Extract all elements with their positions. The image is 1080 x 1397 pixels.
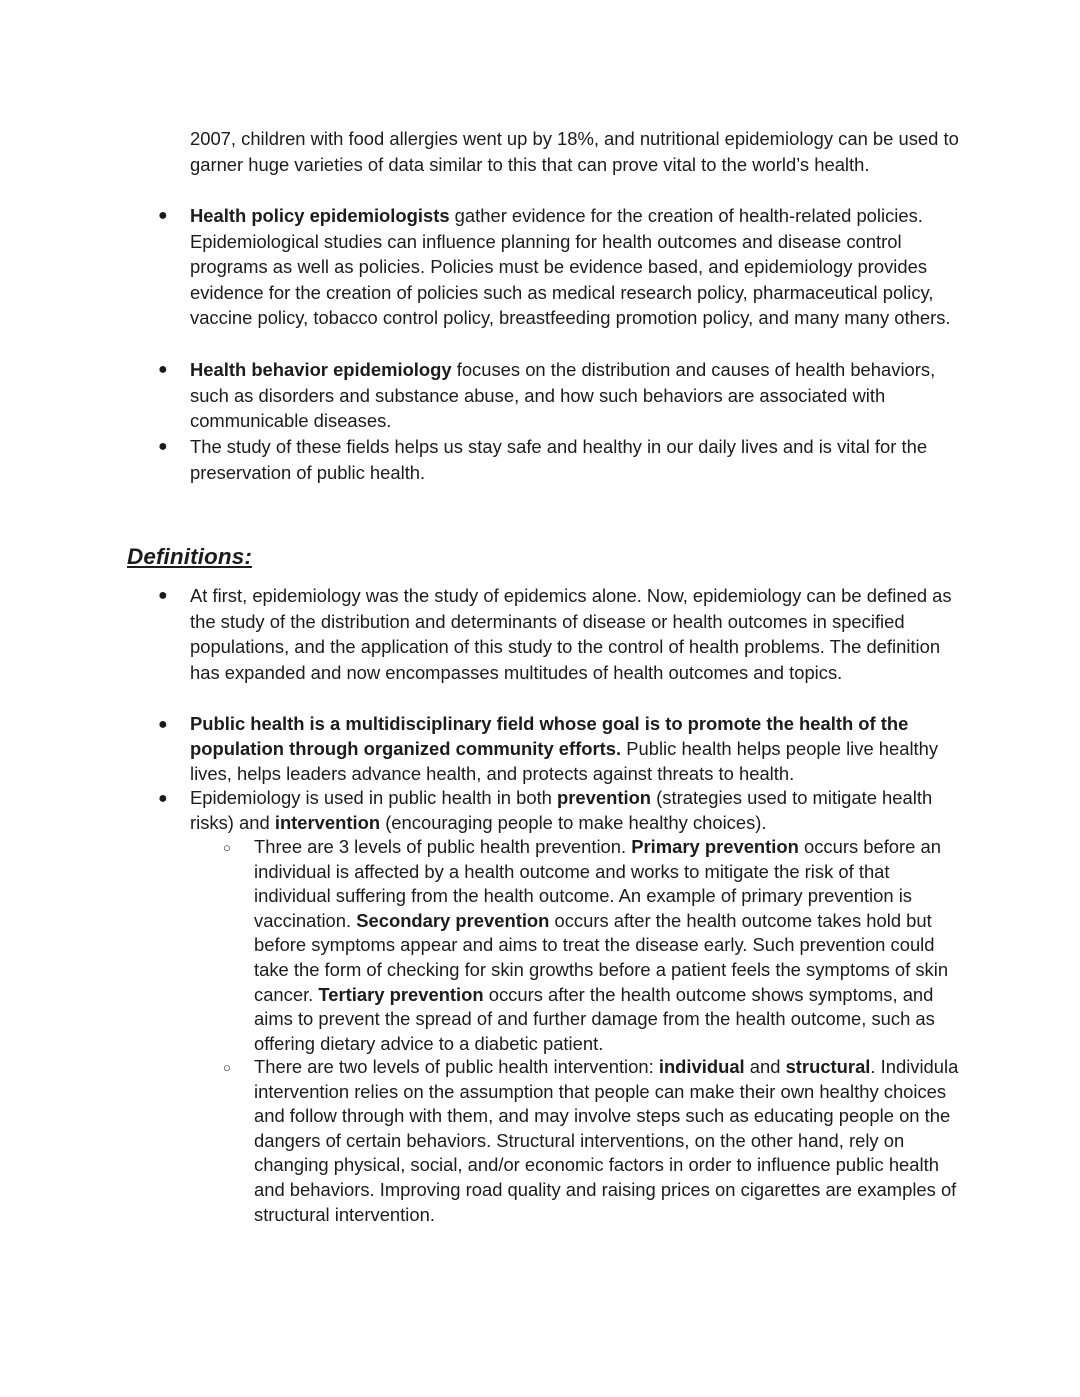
circle-bullet-icon: ○ xyxy=(223,1060,231,1075)
bullet-icon: ● xyxy=(158,438,168,455)
list-item: ● At first, epidemiology was the study of epidemics alone. Now, epidemiology can be defined as the study of the distribution and determinants of disease or health outcomes in specified populations, and the application of this study to the control of health problems. The definition has expanded and now encompasses multitudes of health outcomes and topics. xyxy=(158,585,952,683)
bullet-icon: ● xyxy=(158,361,168,378)
list-item: ● Health policy epidemiologists gather evidence for the creation of health-related policies. Epidemiological studies can influence planning for health outcomes and disease control programs as well as policies. Policies must be evidence based, and epidemiology provides evidence for the creation of policies such as medical research policy, pharmaceutical policy, vaccine policy, tobacco control policy, breastfeeding promotion policy, and many many others. xyxy=(158,205,951,329)
circle-bullet-icon: ○ xyxy=(223,840,231,855)
sub-list-item: ○ Three are 3 levels of public health prevention. Primary prevention occurs before an individual is affected by a health outcome and works to mitigate the risk of that individual suffering from the health outcome. An example of primary prevention is vaccination. Secondary prevention occurs after the health outcome takes hold but before symptoms appear and aims to treat the disease early. Such prevention could take the form of checking for skin growths before a patient feels the symptoms of skin cancer. Tertiary prevention occurs after the health outcome shows symptoms, and aims to prevent the spread of and further damage from the health outcome, such as offering dietary advice to a diabetic patient. xyxy=(223,836,949,1054)
bullet-icon: ● xyxy=(158,587,168,604)
list-item: ● Epidemiology is used in public health in both prevention (strategies used to mitigate health risks) and intervention (encouraging people to make healthy choices). xyxy=(158,787,933,833)
section-heading: Definitions: xyxy=(127,544,252,569)
bullet-icon: ● xyxy=(158,716,168,733)
list-item: ● Public health is a multidisciplinary field whose goal is to promote the health of the population through organized community efforts. Public health helps people live healthy lives, helps leaders advance health, and protects against threats to health. xyxy=(158,713,939,784)
bullet-icon: ● xyxy=(158,207,168,224)
list-item: ● Health behavior epidemiology focuses on the distribution and causes of health behaviors, such as disorders and substance abuse, and how such behaviors are associated with communicable diseases. xyxy=(158,359,936,432)
sub-list-item: ○ There are two levels of public health intervention: individual and structural. Individula intervention relies on the assumption that people can make their own healthy choices and follow through with them, and may involve steps such as educating people on the dangers of certain behaviors. Structural interventions, on the other hand, rely on changing physical, social, and/or economic factors in order to influence public health and behaviors. Improving road quality and raising prices on cigarettes are examples of structural intervention. xyxy=(223,1056,959,1225)
continued-paragraph: 2007, children with food allergies went up by 18%, and nutritional epidemiology can be used to garner huge varieties of data similar to this that can prove vital to the world’s health. xyxy=(190,128,959,175)
bullet-icon: ● xyxy=(158,790,168,807)
list-item: ● The study of these fields helps us stay safe and healthy in our daily lives and is vital for the preservation of public health. xyxy=(158,436,928,483)
